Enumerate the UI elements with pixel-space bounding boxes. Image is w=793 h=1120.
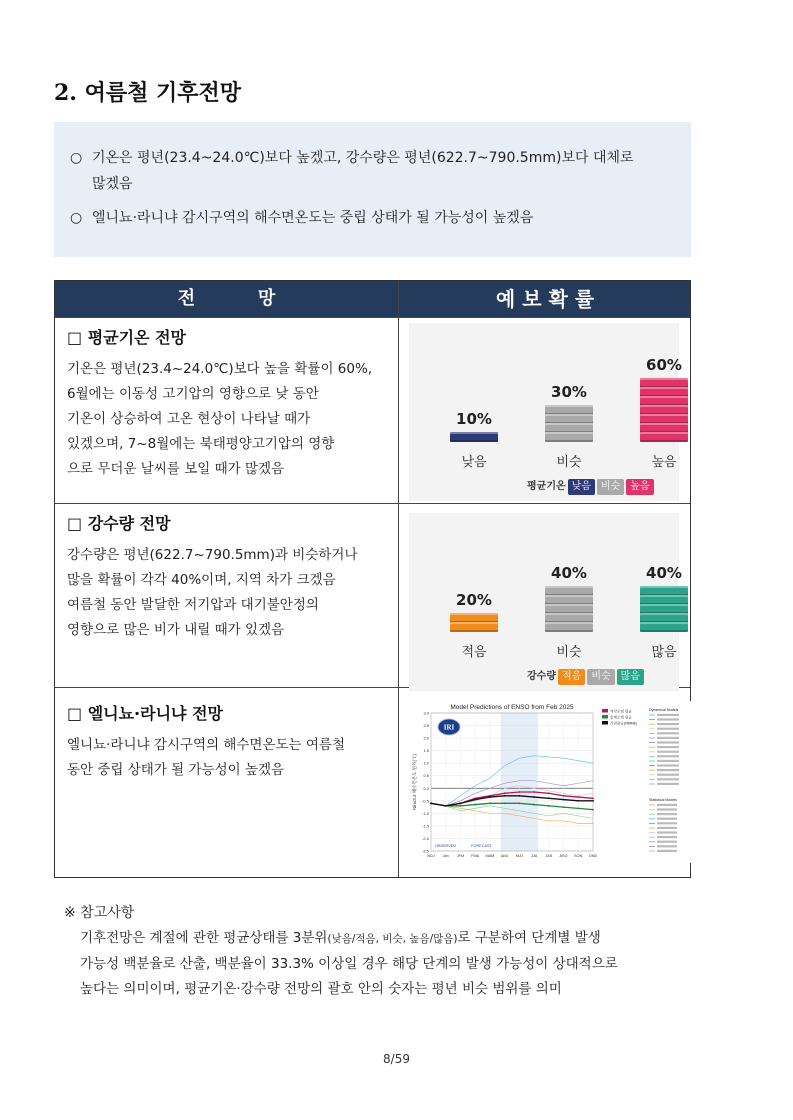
legend-swatch bbox=[602, 709, 608, 713]
temp-outlook-text bbox=[67, 357, 387, 482]
series-point bbox=[548, 792, 550, 794]
stack-layer bbox=[450, 432, 498, 442]
legend-model-placeholder bbox=[657, 804, 677, 806]
series-point bbox=[533, 791, 535, 793]
legend-item: 적음 bbox=[558, 669, 585, 685]
iri-logo-text: IRI bbox=[443, 723, 455, 732]
text-line: 엘니뇨·라니냐 감시구역의 해수면온도는 여름철 bbox=[67, 737, 345, 753]
probability-legend bbox=[527, 477, 654, 495]
x-tick-label: Jan bbox=[442, 854, 449, 858]
legend-model-placeholder bbox=[657, 850, 677, 852]
circle-bullet-icon: ○ bbox=[70, 150, 83, 166]
legend-title: 평균기온 bbox=[527, 481, 566, 492]
category-label: 비슷 bbox=[556, 645, 582, 660]
legend-model-placeholder bbox=[657, 732, 679, 734]
series-point bbox=[548, 797, 550, 799]
series-point bbox=[430, 802, 432, 804]
legend-dynamical-title: Dynamical Models bbox=[649, 708, 679, 712]
enso-chart bbox=[409, 701, 695, 863]
series-point bbox=[533, 804, 535, 806]
legend-model-placeholder bbox=[657, 783, 679, 785]
precip-outlook-title: □ 강수량 전망 bbox=[67, 514, 171, 533]
stack-layer bbox=[545, 622, 593, 632]
category-label: 비슷 bbox=[556, 455, 582, 470]
note-line-3: 높다는 의미이며, 평균기온·강수량 전망의 괄호 안의 숫자는 평년 비슷 범위를 의미 bbox=[80, 981, 562, 997]
series-point bbox=[577, 796, 579, 798]
series-point bbox=[592, 797, 594, 799]
summary-line-1: ○ 기온은 평년(23.4~24.0℃)보다 높겠고, 강수량은 평년(622.7~790.5mm)보다 대체로 bbox=[70, 146, 634, 170]
probability-legend bbox=[527, 667, 644, 685]
probability-stack bbox=[640, 378, 688, 443]
y-tick-label: -0.5 bbox=[422, 798, 429, 804]
forecast-table bbox=[54, 280, 691, 878]
category-label: 적음 bbox=[461, 645, 487, 660]
text-line: 동안 중립 상태가 될 가능성이 높겠음 bbox=[67, 762, 285, 778]
note-line-2: 가능성 백분율로 산출, 백분율이 33.3% 이상일 경우 해당 단계의 발생 가능성이 상대적으로 bbox=[80, 956, 618, 972]
text-line: 많을 확률이 각각 40%이며, 지역 차가 크겠음 bbox=[67, 572, 336, 588]
section-title: 2. 여름철 기후전망 bbox=[54, 80, 242, 106]
legend-model-placeholder bbox=[657, 718, 679, 720]
legend-model-placeholder bbox=[657, 836, 677, 838]
series-point bbox=[460, 805, 462, 807]
legend-label: 기관평균(NMME) bbox=[610, 721, 638, 726]
text-line: 기온은 평년(23.4~24.0℃)보다 높을 확률이 60%, bbox=[67, 361, 373, 377]
series-point bbox=[577, 807, 579, 809]
probability-percent: 60% bbox=[646, 356, 682, 374]
legend-model-placeholder bbox=[657, 778, 679, 780]
probability-percent: 30% bbox=[551, 383, 587, 401]
x-tick-label: ASO bbox=[559, 854, 568, 858]
y-tick-label: 3.0 bbox=[423, 710, 429, 716]
legend-model-placeholder bbox=[657, 746, 679, 748]
legend-swatch bbox=[602, 715, 608, 719]
series-point bbox=[504, 795, 506, 797]
stack-layer bbox=[450, 622, 498, 632]
legend-model-placeholder bbox=[657, 728, 679, 730]
summary-line-2: ○ 엘니뇨·라니냐 감시구역의 해수면온도는 중립 상태가 될 가능성이 높겠음 bbox=[70, 206, 533, 230]
category-label: 높음 bbox=[651, 455, 677, 470]
legend-model-placeholder bbox=[657, 760, 679, 762]
enso-chart-svg bbox=[409, 701, 695, 863]
x-tick-label: AMJ bbox=[500, 854, 509, 858]
legend-item: 비슷 bbox=[597, 479, 624, 495]
y-tick-label: 0.0 bbox=[423, 785, 429, 791]
series-point bbox=[563, 806, 565, 808]
text-line: 기온이 상승하여 고온 현상이 나타날 때가 bbox=[67, 411, 311, 427]
category-label: 낮음 bbox=[461, 455, 487, 470]
y-tick-label: 1.0 bbox=[423, 760, 429, 766]
legend-model-placeholder bbox=[657, 751, 679, 753]
header-probability: 예 보 확 률 bbox=[495, 287, 595, 311]
y-tick-label: -1.5 bbox=[422, 823, 429, 829]
legend-model-placeholder bbox=[657, 737, 679, 739]
legend-model-placeholder bbox=[657, 841, 677, 843]
y-tick-label: -2.5 bbox=[422, 848, 429, 854]
x-tick-label: SON bbox=[574, 854, 583, 858]
page-number: 8/59 bbox=[383, 1052, 410, 1066]
legend-item: 비슷 bbox=[587, 669, 614, 685]
probability-percent: 40% bbox=[646, 564, 682, 582]
header-outlook: 전 망 bbox=[177, 288, 276, 309]
series-point bbox=[592, 800, 594, 802]
enso-outlook-text bbox=[67, 733, 387, 783]
series-point bbox=[504, 802, 506, 804]
legend-model-placeholder bbox=[657, 813, 677, 815]
series-point bbox=[460, 802, 462, 804]
legend-model-placeholder bbox=[657, 822, 677, 824]
series-point bbox=[489, 796, 491, 798]
legend-model-placeholder bbox=[657, 808, 677, 810]
enso-outlook-title: □ 엘니뇨·라니냐 전망 bbox=[67, 704, 223, 723]
text-line: 영향으로 많은 비가 내릴 때가 있겠음 bbox=[67, 622, 285, 638]
x-tick-label: NDJ bbox=[427, 854, 435, 858]
legend-item: 낮음 bbox=[568, 479, 595, 495]
x-tick-label: OND bbox=[588, 854, 598, 858]
stack-layer bbox=[640, 622, 688, 632]
series-point bbox=[533, 796, 535, 798]
y-axis-label: Nino3.4 해수면온도 편차(℃) bbox=[412, 754, 417, 810]
category-label: 많음 bbox=[651, 645, 677, 660]
chart-title: Model Predictions of ENSO from Feb 2025 bbox=[450, 704, 574, 711]
legend-model-placeholder bbox=[657, 714, 679, 716]
note-title: ※ 참고사항 bbox=[64, 905, 135, 921]
x-tick-label: JAS bbox=[545, 854, 553, 858]
summary-line-1b: 많겠음 bbox=[92, 176, 133, 192]
column-divider bbox=[398, 281, 399, 877]
legend-model-placeholder bbox=[657, 741, 679, 743]
summary-box bbox=[54, 122, 691, 257]
legend-item: 많음 bbox=[617, 669, 644, 685]
table-header bbox=[55, 281, 690, 317]
circle-bullet-icon: ○ bbox=[70, 210, 83, 226]
legend-model-placeholder bbox=[657, 769, 679, 771]
legend-model-placeholder bbox=[657, 755, 679, 757]
series-point bbox=[518, 802, 520, 804]
legend-model-placeholder bbox=[657, 827, 677, 829]
probability-stack bbox=[545, 405, 593, 443]
legend-model-placeholder bbox=[657, 818, 677, 820]
probability-stack bbox=[450, 613, 498, 633]
probability-stack bbox=[640, 586, 688, 633]
legend-model-placeholder bbox=[657, 764, 679, 766]
series-point bbox=[577, 800, 579, 802]
probability-stack bbox=[545, 586, 593, 633]
y-tick-label: -1.0 bbox=[422, 810, 429, 816]
series-point bbox=[489, 802, 491, 804]
text-line: 으로 무더운 날씨를 보일 때가 많겠음 bbox=[67, 461, 285, 477]
series-point bbox=[592, 809, 594, 811]
temp-outlook-title: □ 평균기온 전망 bbox=[67, 328, 186, 347]
x-tick-label: MAM bbox=[485, 854, 495, 858]
y-tick-label: 0.5 bbox=[423, 773, 429, 779]
x-tick-label: JFM bbox=[456, 854, 465, 858]
x-tick-label: MJJ bbox=[515, 854, 523, 858]
x-tick-label: JJA bbox=[530, 854, 538, 858]
legend-label: 통계모델 평균 bbox=[610, 715, 632, 720]
text-line: 강수량은 평년(622.7~790.5mm)과 비슷하거나 bbox=[67, 547, 358, 563]
observed-label: OBSERVED bbox=[435, 844, 457, 848]
y-tick-label: 1.5 bbox=[423, 748, 429, 754]
text-line: 있겠으며, 7~8월에는 북태평양고기압의 영향 bbox=[67, 436, 335, 452]
forecast-label: FORECAST bbox=[471, 844, 492, 848]
legend-title: 강수량 bbox=[527, 671, 556, 682]
probability-percent: 40% bbox=[551, 564, 587, 582]
series-point bbox=[504, 792, 506, 794]
legend-model-placeholder bbox=[657, 831, 677, 833]
legend-swatch bbox=[602, 721, 608, 725]
probability-percent: 20% bbox=[456, 591, 492, 609]
stack-layer bbox=[640, 432, 688, 442]
legend-label: 역학모델 평균 bbox=[610, 709, 632, 714]
series-point bbox=[474, 804, 476, 806]
stack-layer bbox=[545, 432, 593, 442]
legend-item: 높음 bbox=[626, 479, 653, 495]
precip-outlook-text bbox=[67, 543, 387, 643]
series-point bbox=[445, 805, 447, 807]
probability-percent: 10% bbox=[456, 410, 492, 428]
text-line: 여름철 동안 발달한 저기압과 대기불안정의 bbox=[67, 597, 319, 613]
text-line: 6월에는 이동성 고기압의 영향으로 낮 동안 bbox=[67, 386, 319, 402]
note-body bbox=[80, 926, 695, 1002]
legend-statistical-title: Statistical Models bbox=[649, 798, 677, 802]
series-point bbox=[548, 805, 550, 807]
legend-model-placeholder bbox=[657, 845, 677, 847]
legend-model-placeholder bbox=[657, 774, 679, 776]
x-tick-label: FMA bbox=[471, 854, 480, 858]
temp-probability-panel bbox=[409, 323, 682, 501]
series-point bbox=[518, 795, 520, 797]
series-point bbox=[518, 791, 520, 793]
note-line-1: 기후전망은 계절에 관한 평균상태를 3분위(낮음/적음, 비슷, 높음/많음)로 구분하여 단계별 발생 bbox=[80, 930, 601, 946]
row-divider bbox=[55, 503, 690, 504]
y-tick-label: -2.0 bbox=[422, 835, 429, 841]
series-point bbox=[474, 799, 476, 801]
series-point bbox=[563, 795, 565, 797]
row-divider bbox=[55, 317, 690, 318]
y-tick-label: 2.0 bbox=[423, 735, 429, 741]
legend-model-placeholder bbox=[657, 723, 679, 725]
y-tick-label: 2.5 bbox=[423, 723, 429, 729]
probability-stack bbox=[450, 432, 498, 443]
precip-probability-panel bbox=[409, 513, 682, 691]
series-point bbox=[563, 799, 565, 801]
